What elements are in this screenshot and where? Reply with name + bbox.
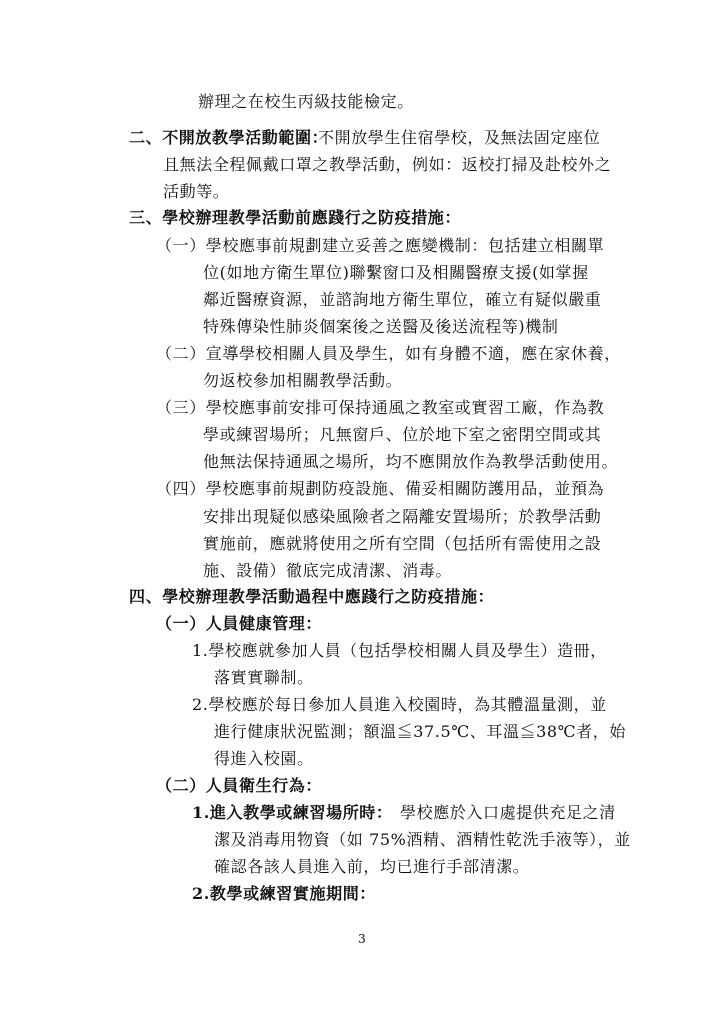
section-heading-4: 四、學校辦理教學活動過程中應踐行之防疫措施： [129,587,495,606]
text-line: 學或練習場所；凡無窗戶、位於地下室之密閉空間或其 [203,425,602,444]
text-line: 2.學校應於每日參加人員進入校園時，為其體溫量測，並 [192,695,607,714]
text-line: （四）學校應事前規劃防疫設施、備妥相關防護用品，並預為 [156,479,605,498]
text-line: 學校應於入口處提供充足之清 [400,803,616,822]
text-line: （一）學校應事前規劃建立妥善之應變機制：包括建立相關單 [156,236,605,255]
text-line: 鄰近醫療資源，並諮詢地方衛生單位，確立有疑似嚴重 [203,290,602,309]
text-line: （二）宣導學校相關人員及學生，如有身體不適，應在家休養， [156,344,621,363]
text-line: 1.學校應就參加人員（包括學校相關人員及學生）造冊， [192,641,607,660]
text-line: 特殊傳染性肺炎個案後之送醫及後送流程等)機制 [203,317,559,336]
text-line: 位(如地方衛生單位)聯繫窗口及相關醫療支援(如掌握 [203,263,589,282]
text-line: 施、設備）徹底完成清潔、消毒。 [203,561,453,580]
text-line: 且無法全程佩戴口罩之教學活動，例如：返校打掃及赴校外之 [163,155,612,174]
text-line: 勿返校參加相關教學活動。 [203,371,403,390]
subsection-heading: （一）人員健康管理： [156,614,323,633]
text-line: 確認各該人員進入前，均已進行手部清潔。 [214,857,530,876]
text-line: 他無法保持通風之場所，均不應開放作為教學活動使用。 [203,452,619,471]
text-line: 實施前，應就將使用之所有空間（包括所有需使用之設 [203,534,602,553]
text-line: 活動等。 [163,182,230,201]
text-line: 潔及消毒用物資（如 75%酒精、酒精性乾洗手液等），並 [214,830,631,849]
text-line: 得進入校園。 [214,749,314,768]
text-line: 進行健康狀況監測；額溫≦37.5℃、耳溫≦38℃者，始 [214,722,626,741]
subsection-heading: （二）人員衛生行為： [156,776,323,795]
text-line: 落實實聯制。 [214,668,314,687]
text-line: （三）學校應事前安排可保持通風之教室或實習工廠，作為教 [156,398,605,417]
text-line: 辦理之在校生丙級技能檢定。 [198,92,414,111]
page-number: 3 [358,932,366,946]
text-line: 不開放學生住宿學校，及無法固定座位 [318,128,601,147]
item-heading: 1.進入教學或練習場所時： [192,803,393,822]
item-heading: 2.教學或練習實施期間： [192,884,376,903]
section-heading-3: 三、學校辦理教學活動前應踐行之防疫措施： [129,208,462,227]
section-heading-2: 二、不開放教學活動範圍： [129,128,329,147]
text-line: 安排出現疑似感染風險者之隔離安置場所；於教學活動 [203,507,602,526]
